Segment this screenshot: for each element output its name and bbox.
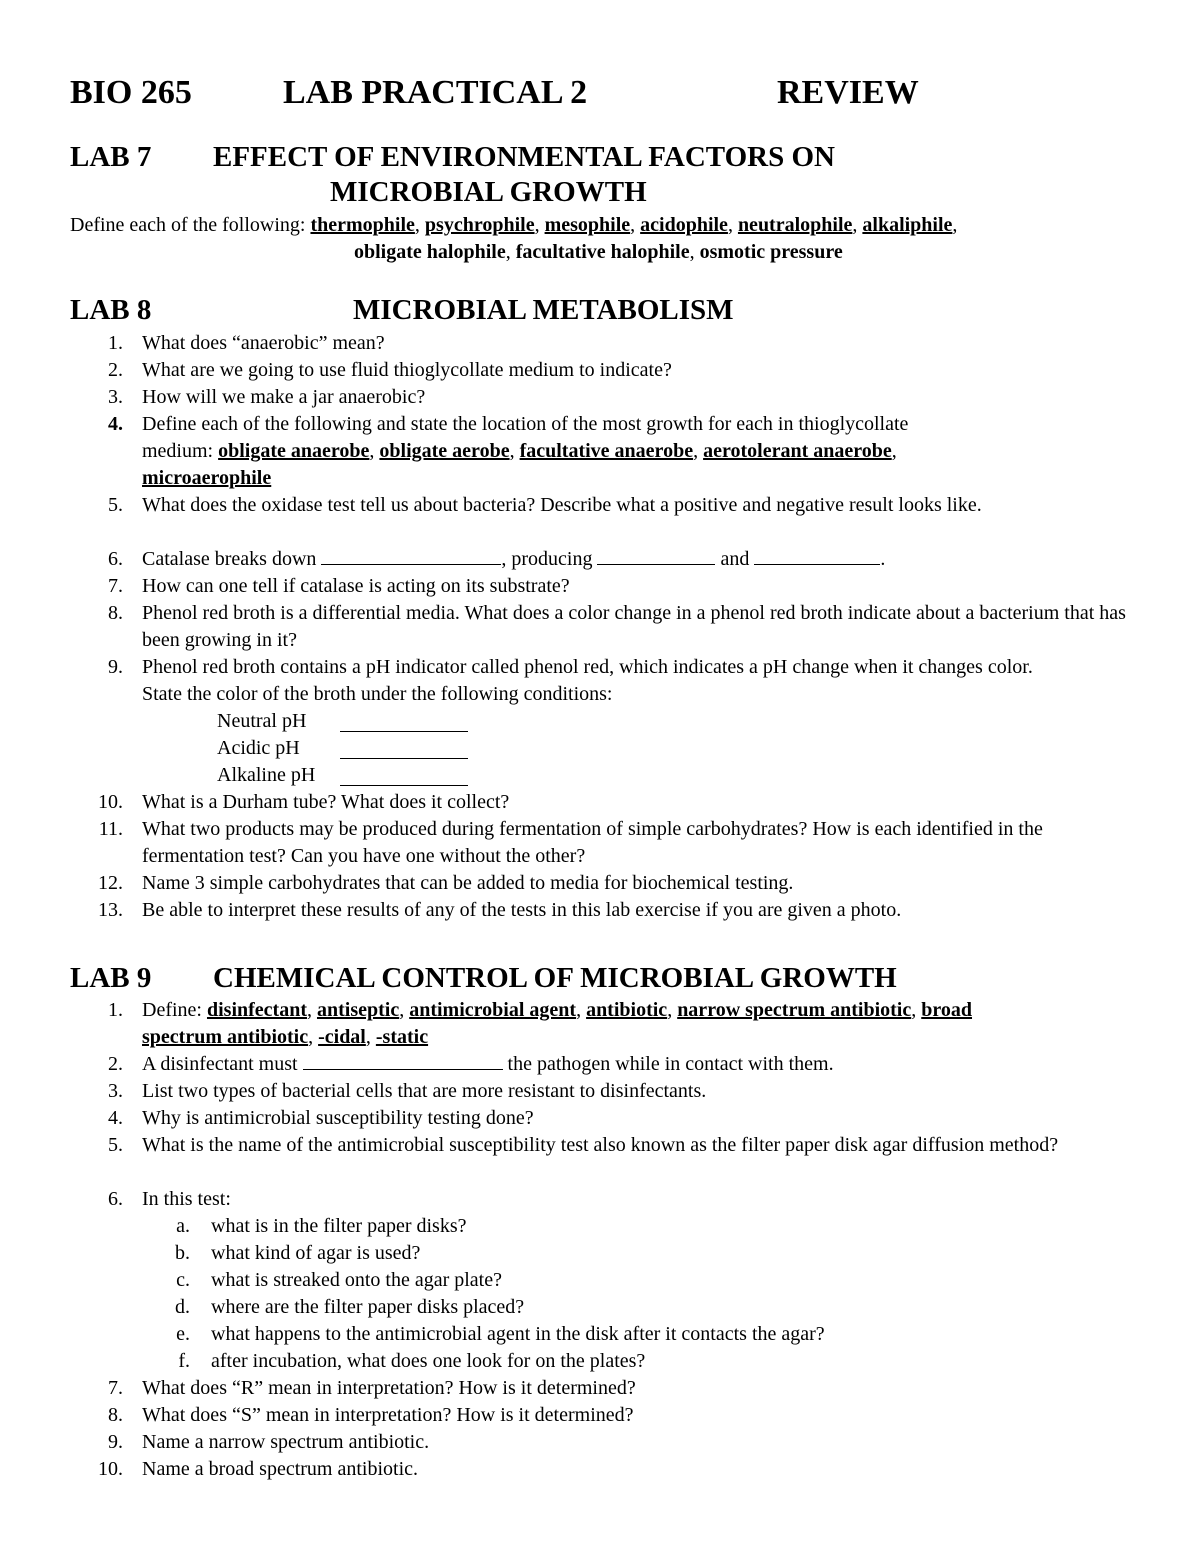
- sub-letter: c.: [176, 1269, 190, 1291]
- term-disinfectant: disinfectant: [206, 999, 307, 1021]
- lab8-question-13: Be able to interpret these results of any of the tests in this lab exercise if you are given a photo.: [142, 899, 902, 921]
- list-number: 5.: [108, 494, 123, 516]
- answer-blank[interactable]: [340, 740, 468, 759]
- list-number: 10.: [98, 1458, 123, 1480]
- condition-label: Alkaline pH: [217, 764, 316, 786]
- term-acidophile: acidophile: [640, 214, 728, 236]
- list-number: 2.: [108, 359, 123, 381]
- answer-blank[interactable]: [303, 1051, 503, 1070]
- q6-text-d: .: [880, 548, 886, 570]
- list-number: 7.: [108, 575, 123, 597]
- practical-title: LAB PRACTICAL 2: [283, 74, 588, 111]
- list-number: 4.: [108, 1107, 123, 1129]
- lab9-question-6: In this test:: [142, 1188, 231, 1210]
- term-mesophile: mesophile: [544, 214, 631, 236]
- answer-blank[interactable]: [340, 767, 468, 786]
- term-aerotolerant-anaerobe: aerotolerant anaerobe: [703, 440, 892, 462]
- list-number: 7.: [108, 1377, 123, 1399]
- q1-prefix: Define:: [142, 999, 202, 1021]
- term-spectrum-antibiotic-cont: spectrum antibiotic: [142, 1026, 309, 1048]
- term-antibiotic: antibiotic: [586, 999, 668, 1021]
- sub-letter: f.: [178, 1350, 190, 1372]
- sub-letter: a.: [176, 1215, 190, 1237]
- lab9-label: LAB 9: [70, 962, 152, 994]
- list-number: 6.: [108, 548, 123, 570]
- term-osmotic-pressure: osmotic pressure: [699, 241, 843, 263]
- course-code: BIO 265: [70, 74, 192, 111]
- q2-text-b: the pathogen while in contact with them.: [507, 1053, 834, 1075]
- lab8-question-1: What does “anaerobic” mean?: [142, 332, 385, 354]
- condition-label: Acidic pH: [217, 737, 300, 759]
- condition-neutral: [217, 708, 306, 735]
- lab9-question-8: What does “S” mean in interpretation? How is it determined?: [142, 1404, 634, 1426]
- term-cidal: -cidal: [318, 1026, 366, 1048]
- q4-line1: Define each of the following and state the location of the most growth for each in thioglycollate: [142, 413, 909, 435]
- list-number: 1.: [108, 999, 123, 1021]
- list-number: 6.: [108, 1188, 123, 1210]
- lab9-question-9: Name a narrow spectrum antibiotic.: [142, 1431, 430, 1453]
- sub-letter: b.: [175, 1242, 190, 1264]
- lab8-question-3: How will we make a jar anaerobic?: [142, 386, 426, 408]
- lab7-definitions: Define each of the following: thermophile, psychrophile, mesophile, acidophile, neutralophile, alkaliphile,: [70, 214, 958, 236]
- lab9-question-3: List two types of bacterial cells that are more resistant to disinfectants.: [142, 1080, 707, 1102]
- lab7-intro: Define each of the following:: [70, 214, 306, 236]
- answer-blank[interactable]: [597, 546, 715, 565]
- list-number: 8.: [108, 602, 123, 624]
- list-number: 3.: [108, 386, 123, 408]
- lab7-label: LAB 7: [70, 141, 152, 173]
- answer-blank[interactable]: [754, 546, 880, 565]
- term-narrow-spectrum-antibiotic: narrow spectrum antibiotic: [677, 999, 912, 1021]
- sub-question-c: what is streaked onto the agar plate?: [211, 1269, 502, 1291]
- answer-blank[interactable]: [321, 546, 501, 565]
- list-number: 3.: [108, 1080, 123, 1102]
- condition-alkaline: [217, 762, 315, 789]
- q4-prefix: medium:: [142, 440, 214, 462]
- answer-blank[interactable]: [340, 713, 468, 732]
- q6-text-c: and: [720, 548, 750, 570]
- term-psychrophile: psychrophile: [424, 214, 535, 236]
- term-facultative-halophile: facultative halophile: [515, 241, 690, 263]
- list-number: 5.: [108, 1134, 123, 1156]
- condition-acidic: [217, 735, 300, 762]
- list-number: 8.: [108, 1404, 123, 1426]
- lab8-title: MICROBIAL METABOLISM: [353, 294, 734, 326]
- lab9-title: CHEMICAL CONTROL OF MICROBIAL GROWTH: [213, 962, 897, 994]
- lab9-question-5: What is the name of the antimicrobial susceptibility test also known as the filter paper disk agar diffusion method?: [142, 1134, 1059, 1156]
- lab9-question-7: What does “R” mean in interpretation? How is it determined?: [142, 1377, 636, 1399]
- sub-letter: e.: [176, 1323, 190, 1345]
- term-obligate-halophile: obligate halophile: [354, 241, 506, 263]
- lab8-question-12: Name 3 simple carbohydrates that can be added to media for biochemical testing.: [142, 872, 794, 894]
- lab8-question-5: What does the oxidase test tell us about bacteria? Describe what a positive and negative result looks like.: [142, 494, 982, 516]
- term-obligate-anaerobe: obligate anaerobe: [218, 440, 370, 462]
- term-broad-spectrum-antibiotic-part: broad: [921, 999, 973, 1021]
- lab8-question-4: Define each of the following and state the location of the most growth for each in thioglycollate medium: obligate anaerobe, obligate aerobe, facultative anaerobe, aerotolerant anaerobe, microaerophile: [142, 413, 909, 489]
- sub-question-f: after incubation, what does one look for on the plates?: [211, 1350, 646, 1372]
- lab8-question-6: [142, 546, 1132, 573]
- lab9-question-2: [142, 1051, 1132, 1078]
- q6-text-a: Catalase breaks down: [142, 548, 317, 570]
- list-number: 12.: [98, 872, 123, 894]
- list-number: 9.: [108, 1431, 123, 1453]
- list-number: 11.: [98, 818, 123, 840]
- list-number: 10.: [98, 791, 123, 813]
- lab8-question-8: Phenol red broth is a differential media. What does a color change in a phenol red broth indicate about a bacterium that has been growing in it?: [142, 602, 1126, 651]
- lab7-title-line2: MICROBIAL GROWTH: [330, 176, 647, 208]
- sub-question-d: where are the filter paper disks placed?: [211, 1296, 525, 1318]
- term-obligate-aerobe: obligate aerobe: [379, 440, 510, 462]
- list-number: 9.: [108, 656, 123, 678]
- lab9-question-1: Define: disinfectant, antiseptic, antimicrobial agent, antibiotic, narrow spectrum antibiotic, broad spectrum antibiotic, -cidal, -static: [142, 999, 973, 1048]
- lab8-question-10: What is a Durham tube? What does it collect?: [142, 791, 510, 813]
- term-static: -static: [375, 1026, 429, 1048]
- list-number: 4.: [108, 413, 123, 435]
- sub-question-b: what kind of agar is used?: [211, 1242, 421, 1264]
- lab8-question-2: What are we going to use fluid thioglycollate medium to indicate?: [142, 359, 672, 381]
- term-facultative-anaerobe: facultative anaerobe: [519, 440, 694, 462]
- list-number: 2.: [108, 1053, 123, 1075]
- q6-text-b: , producing: [501, 548, 593, 570]
- term-antimicrobial-agent: antimicrobial agent: [409, 999, 577, 1021]
- sub-question-e: what happens to the antimicrobial agent in the disk after it contacts the agar?: [211, 1323, 825, 1345]
- review-label: REVIEW: [777, 74, 919, 111]
- condition-label: Neutral pH: [217, 710, 307, 732]
- term-microaerophile: microaerophile: [142, 467, 272, 489]
- term-antiseptic: antiseptic: [316, 999, 400, 1021]
- term-thermophile: thermophile: [310, 214, 415, 236]
- list-number: 1.: [108, 332, 123, 354]
- lab9-question-4: Why is antimicrobial susceptibility testing done?: [142, 1107, 534, 1129]
- lab7-definitions-line2: obligate halophile, facultative halophile, osmotic pressure: [354, 241, 843, 263]
- lab7-title-line1: EFFECT OF ENVIRONMENTAL FACTORS ON: [213, 141, 835, 173]
- sub-question-a: what is in the filter paper disks?: [211, 1215, 467, 1237]
- lab8-question-9: Phenol red broth contains a pH indicator called phenol red, which indicates a pH change when it changes color. State the color of the broth under the following conditions:: [142, 656, 1033, 705]
- lab8-question-11: What two products may be produced during fermentation of simple carbohydrates? How is each identified in the fermentation test? Can you have one without the other?: [142, 818, 1043, 867]
- term-neutralophile: neutralophile: [737, 214, 853, 236]
- q2-text-a: A disinfectant must: [142, 1053, 298, 1075]
- term-alkaliphile: alkaliphile: [862, 214, 953, 236]
- list-number: 13.: [98, 899, 123, 921]
- sub-letter: d.: [175, 1296, 190, 1318]
- lab9-question-10: Name a broad spectrum antibiotic.: [142, 1458, 419, 1480]
- lab8-question-7: How can one tell if catalase is acting on its substrate?: [142, 575, 570, 597]
- lab8-label: LAB 8: [70, 294, 152, 326]
